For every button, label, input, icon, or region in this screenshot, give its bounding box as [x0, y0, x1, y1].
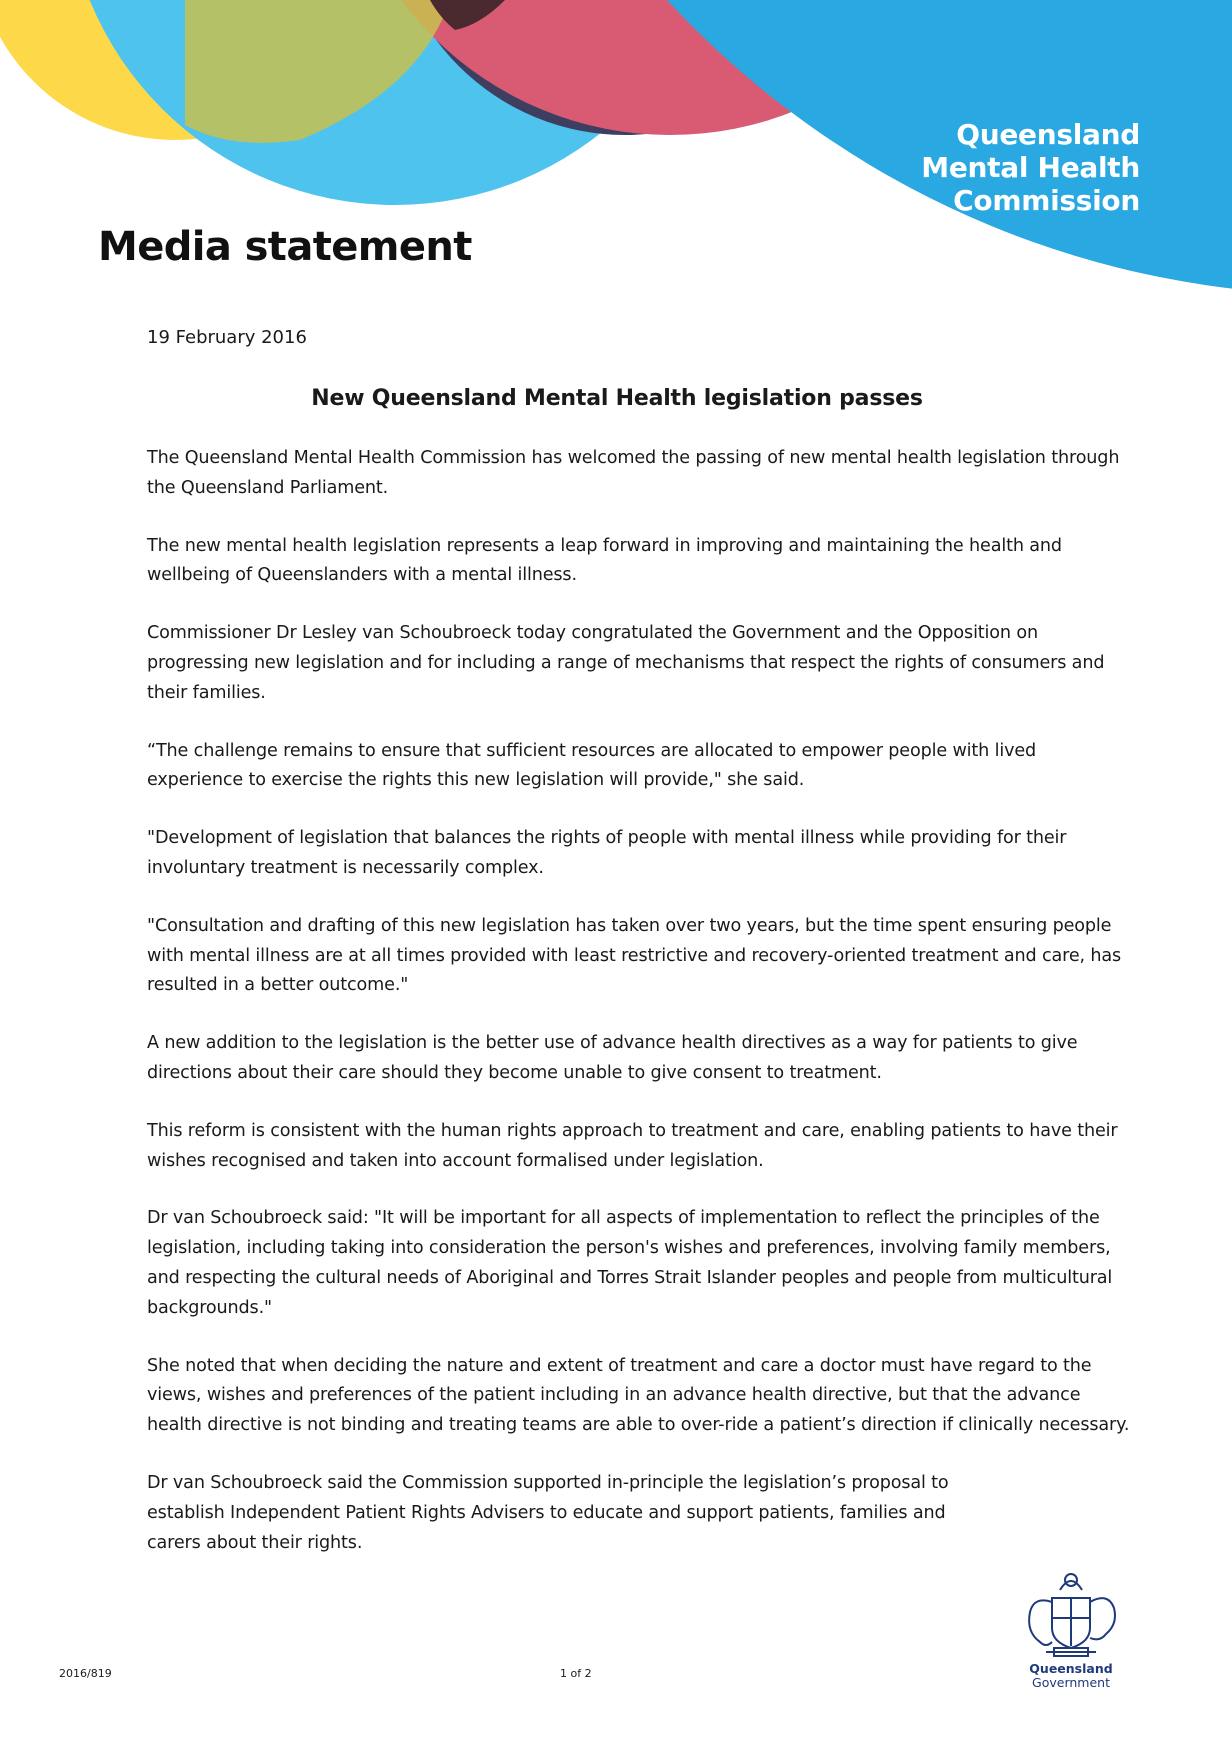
coat-of-arms-graphic: [1012, 1568, 1130, 1660]
paragraph: She noted that when deciding the nature and extent of treatment and care a doctor must have regard to the views, wishes and preferences of the patient including in an advance health directive, but that the advance health directive is not binding and treating teams are able to over-ride a patient’s direction if clinically necessary.: [147, 1355, 1130, 1436]
paragraph: “The challenge remains to ensure that sufficient resources are allocated to empower people with lived experience to exercise the rights this new legislation will provide," she said.: [147, 740, 1037, 791]
paragraph: Dr van Schoubroeck said the Commission supported in-principle the legislation’s proposal to establish Independent Patient Rights Advisers to educate and support patients, families and carers about their rights.: [147, 1472, 949, 1553]
paragraph: The new mental health legislation represents a leap forward in improving and maintaining the health and wellbeing of Queenslanders with a mental illness.: [147, 535, 1062, 586]
page-number: 1 of 2: [560, 1667, 592, 1680]
statement-date: 19 February 2016: [147, 327, 307, 348]
org-name-line-3: Commission: [953, 184, 1140, 217]
headline: New Queensland Mental Health legislation passes: [311, 386, 923, 411]
logo-text-line-1: Queensland: [1029, 1661, 1113, 1676]
paragraph: "Consultation and drafting of this new legislation has taken over two years, but the time spent ensuring people with mental illness are at all times provided with least restrictive and recovery-oriented treatment and care, has resulted in a better outcome.": [147, 915, 1122, 996]
paragraph: Dr van Schoubroeck said: "It will be important for all aspects of implementation to reflect the principles of the legislation, including taking into consideration the person's wishes and preferences, involving family members, and respecting the cultural needs of Aboriginal and Torres Strait Islander peoples and people from multicultural backgrounds.": [147, 1208, 1113, 1318]
logo-text-line-2: Government: [1032, 1675, 1110, 1690]
org-name-line-2: Mental Health: [921, 151, 1140, 184]
paragraph: A new addition to the legislation is the better use of advance health directives as a way for patients to give directions about their care should they become unable to give consent to treatment.: [147, 1033, 1078, 1083]
paragraph: This reform is consistent with the human rights approach to treatment and care, enabling patients to have their wishes recognised and taken into account formalised under legislation.: [147, 1120, 1118, 1171]
org-name-line-1: Queensland: [956, 118, 1140, 151]
paragraph: "Development of legislation that balances the rights of people with mental illness while providing for their involuntary treatment is necessarily complex.: [147, 828, 1067, 878]
statement-body: [147, 444, 1132, 1586]
paragraph: The Queensland Mental Health Commission has welcomed the passing of new mental health legislation through the Queensland Parliament.: [147, 448, 1120, 498]
document-reference: 2016/819: [59, 1667, 112, 1680]
document-type-heading: Media statement: [98, 224, 472, 270]
organisation-name: [921, 118, 1140, 217]
paragraph: Commissioner Dr Lesley van Schoubroeck today congratulated the Government and the Opposition on progressing new legislation and for including a range of mechanisms that respect the rights of consumers and their families.: [147, 623, 1105, 703]
queensland-government-logo-text: [1012, 1662, 1130, 1690]
